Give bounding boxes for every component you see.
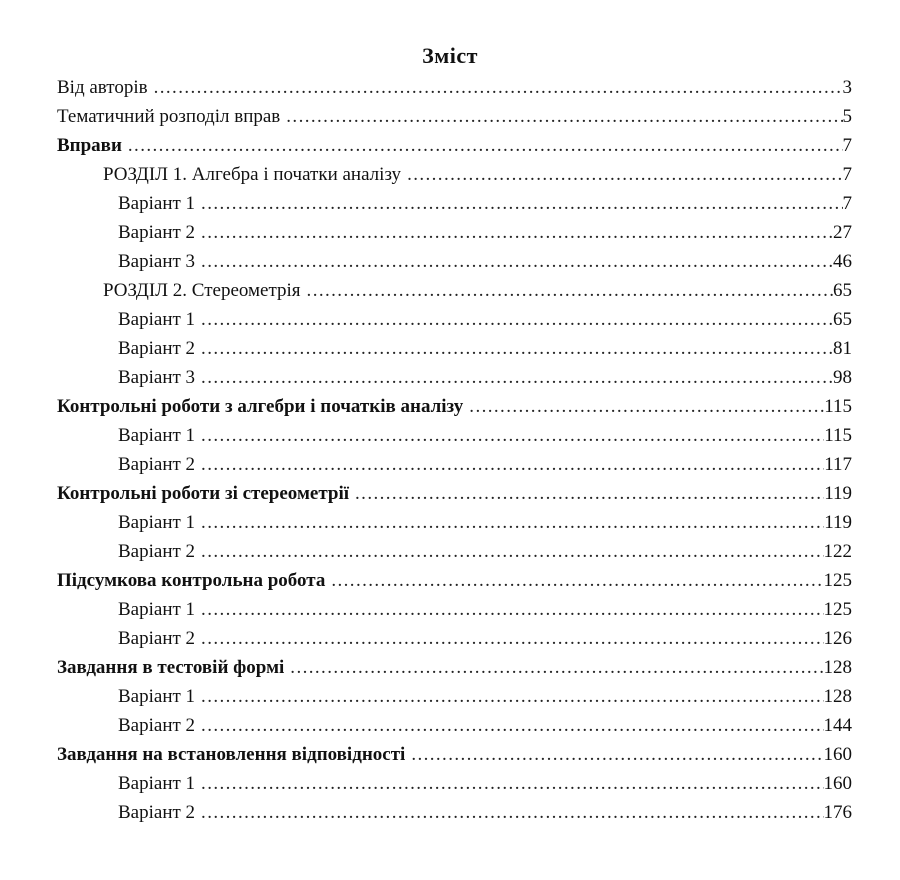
dot-leader [201, 508, 824, 537]
dot-leader [201, 247, 833, 276]
toc-entry [57, 334, 852, 363]
toc-entry-page-number: 27 [833, 222, 852, 243]
dot-leader [411, 740, 823, 769]
dot-leader [128, 131, 843, 160]
dot-leader [290, 653, 823, 682]
toc-entry-label: Тематичний розподіл вправ [57, 106, 281, 127]
toc-entry-page-number: 119 [824, 512, 852, 533]
toc-entry-page-number: 144 [823, 715, 852, 736]
toc-entry-label: Варіант 1 [118, 686, 196, 707]
dot-leader [355, 479, 824, 508]
toc-entry-label: Варіант 3 [118, 367, 196, 388]
toc-entry [57, 711, 852, 740]
toc-entry [57, 305, 852, 334]
toc-entry-label: Варіант 2 [118, 628, 196, 649]
toc-entry-page-number: 3 [842, 77, 852, 98]
dot-leader [331, 566, 823, 595]
toc-entry [57, 624, 852, 653]
dot-leader [201, 189, 842, 218]
toc-entry-label: Контрольні роботи з алгебри і початків аналізу [57, 396, 464, 417]
toc-entry-label: Вправи [57, 135, 122, 156]
dot-leader [201, 305, 833, 334]
toc-entry-page-number: 7 [842, 193, 852, 214]
toc-entry [57, 392, 852, 421]
toc-entry-label: Варіант 3 [118, 251, 196, 272]
toc-entry [57, 450, 852, 479]
toc-entry-page-number: 160 [823, 773, 852, 794]
toc-entry [57, 160, 852, 189]
toc-entry-label: Підсумкова контрольна робота [57, 570, 326, 591]
dot-leader [201, 537, 823, 566]
toc-entry-page-number: 125 [823, 570, 852, 591]
toc-entry-page-number: 7 [842, 164, 852, 185]
toc-entry [57, 189, 852, 218]
toc-entry-label: Завдання на встановлення відповідності [57, 744, 406, 765]
toc-entry-label: Варіант 1 [118, 193, 196, 214]
toc-entry-label: Контрольні роботи зі стереометрії [57, 483, 350, 504]
toc-entry-label: Варіант 1 [118, 309, 196, 330]
toc-entry [57, 537, 852, 566]
dot-leader [307, 276, 833, 305]
toc-entry [57, 421, 852, 450]
toc-entry-label: Варіант 2 [118, 338, 196, 359]
toc-entry-page-number: 46 [833, 251, 852, 272]
toc-entry-page-number: 160 [823, 744, 852, 765]
dot-leader [201, 624, 823, 653]
toc-entry [57, 131, 852, 160]
dot-leader [201, 682, 823, 711]
toc-entry [57, 247, 852, 276]
toc-entry [57, 682, 852, 711]
toc-entry-label: Варіант 2 [118, 541, 196, 562]
toc-entry [57, 276, 852, 305]
toc-entry-page-number: 81 [833, 338, 852, 359]
dot-leader [469, 392, 824, 421]
toc-entry [57, 363, 852, 392]
toc-entry-label: Варіант 1 [118, 512, 196, 533]
toc-entry-label: Від авторів [57, 77, 148, 98]
toc-entry-page-number: 122 [823, 541, 852, 562]
toc-entry-label: Завдання в тестовій формі [57, 657, 285, 678]
toc-entry-page-number: 115 [824, 425, 852, 446]
table-of-contents [57, 73, 852, 827]
toc-entry-page-number: 7 [842, 135, 852, 156]
dot-leader [407, 160, 842, 189]
toc-entry-label: Варіант 2 [118, 222, 196, 243]
dot-leader [201, 595, 823, 624]
toc-entry-page-number: 128 [823, 686, 852, 707]
toc-entry-label: РОЗДІЛ 1. Алгебра і початки аналізу [103, 164, 402, 185]
toc-entry [57, 508, 852, 537]
toc-entry [57, 769, 852, 798]
dot-leader [201, 334, 833, 363]
dot-leader [201, 450, 824, 479]
toc-entry-page-number: 119 [824, 483, 852, 504]
toc-entry-page-number: 117 [824, 454, 852, 475]
dot-leader [201, 218, 833, 247]
toc-entry [57, 740, 852, 769]
dot-leader [201, 798, 823, 827]
dot-leader [154, 73, 843, 102]
toc-entry-page-number: 115 [824, 396, 852, 417]
dot-leader [286, 102, 842, 131]
dot-leader [201, 421, 824, 450]
toc-entry-page-number: 128 [823, 657, 852, 678]
toc-entry [57, 218, 852, 247]
toc-entry-page-number: 65 [833, 309, 852, 330]
toc-entry-page-number: 125 [823, 599, 852, 620]
dot-leader [201, 711, 823, 740]
toc-entry [57, 479, 852, 508]
toc-entry [57, 595, 852, 624]
page-title: Зміст [422, 43, 478, 68]
toc-entry-label: РОЗДІЛ 2. Стереометрія [103, 280, 301, 301]
toc-entry [57, 653, 852, 682]
toc-entry [57, 566, 852, 595]
toc-entry-page-number: 126 [823, 628, 852, 649]
toc-entry-page-number: 98 [833, 367, 852, 388]
toc-entry-label: Варіант 1 [118, 425, 196, 446]
toc-entry-label: Варіант 1 [118, 599, 196, 620]
toc-entry-page-number: 65 [833, 280, 852, 301]
toc-entry-label: Варіант 2 [118, 802, 196, 823]
toc-entry-page-number: 5 [842, 106, 852, 127]
dot-leader [201, 769, 823, 798]
toc-entry [57, 798, 852, 827]
toc-entry [57, 102, 852, 131]
dot-leader [201, 363, 833, 392]
toc-entry-label: Варіант 2 [118, 715, 196, 736]
toc-entry-page-number: 176 [823, 802, 852, 823]
toc-entry-label: Варіант 2 [118, 454, 196, 475]
toc-entry [57, 73, 852, 102]
toc-entry-label: Варіант 1 [118, 773, 196, 794]
